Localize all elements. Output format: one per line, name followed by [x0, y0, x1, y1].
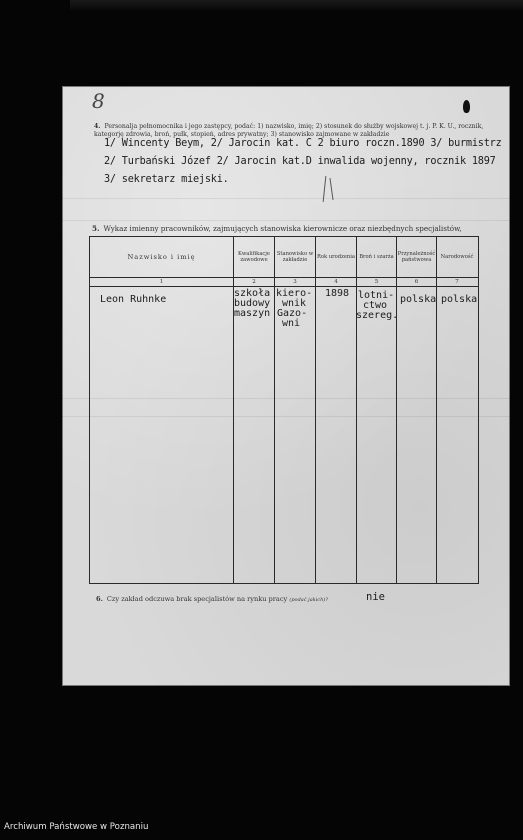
cell-position-line: wnik [282, 298, 307, 309]
table-rule [315, 237, 316, 583]
header-nationality: Narodowość [440, 253, 474, 260]
header-position: Stanowisko w zakładzie [276, 250, 314, 263]
section-6-answer: nie [366, 591, 385, 603]
column-number: 2 [252, 279, 256, 285]
pen-stroke [329, 178, 333, 200]
header-citizenship: Przynależność państwowa [397, 250, 436, 263]
cell-qualifications-line: budowy [234, 298, 271, 309]
faint-rule [62, 220, 510, 221]
cell-arm-rank-line: lotni- [358, 290, 395, 301]
header-birth-year: Rok urodzenia [317, 253, 355, 260]
section-6-question: 6. Czy zakład odczuwa brak specjalistów na rynku pracy (podać jakich)? [96, 595, 328, 603]
cell-citizenship: polska [400, 294, 437, 305]
cell-qualifications-line: maszyn [234, 308, 271, 319]
cell-birth-year: 1898 [325, 288, 350, 299]
document-page [62, 86, 510, 686]
cell-position-line: Gazo- [277, 308, 308, 319]
header-qualifications: Kwalifikacje zawodowe [237, 250, 270, 263]
column-number: 5 [374, 279, 379, 285]
cell-arm-rank-line: szereg. [356, 310, 399, 321]
cell-arm-rank-line: ctwo [363, 300, 388, 311]
column-number: 1 [159, 279, 164, 285]
scan-edge [70, 0, 523, 10]
column-number: 6 [414, 279, 419, 285]
cell-qualifications-line: szkoła [234, 288, 271, 299]
ink-mark [463, 100, 470, 113]
section-4-heading: 4. Personalja pełnomocnika i jego zastępcy, podać: 1) nazwisko, imię; 2) stosunek do służby wojskowej t. j. P. K. U., rocznik, kategorję zdrowia, broń, pułk, stopień, adres prywatny; 3) stanowisko zajmowane w zakładzie [94, 123, 484, 138]
archive-caption: Archiwum Państwowe w Poznaniu [4, 822, 149, 832]
column-number: 3 [293, 279, 297, 285]
section-4-line-3: 3/ sekretarz miejski. [104, 174, 229, 185]
header-name: Nazwisko i imię [127, 252, 196, 261]
table-rule [356, 237, 357, 583]
page-number: 8 [92, 89, 105, 113]
section-5-heading: 5. Wykaz imienny pracowników, zajmujących stanowiska kierownicze oraz niezbędnych specjalistów, [92, 224, 462, 233]
column-number: 4 [334, 279, 338, 285]
header-arm-rank: Broń i szarża [359, 253, 394, 260]
faint-rule [62, 198, 510, 199]
section-4-line-2: 2/ Turbański Józef 2/ Jarocin kat.D inwalida wojenny, rocznik 1897 [104, 156, 496, 167]
column-number: 7 [455, 279, 459, 285]
cell-position-line: wni [282, 318, 301, 329]
employee-table [89, 236, 479, 584]
table-rule [396, 237, 397, 583]
table-rule [90, 286, 478, 287]
section-4-line-1: 1/ Wincenty Beym, 2/ Jarocin kat. C 2 biuro roczn.1890 3/ burmistrz [104, 138, 502, 149]
cell-position-line: kiero- [276, 288, 313, 299]
table-rule [436, 237, 437, 583]
cell-nationality: polska [441, 294, 478, 305]
table-rule [274, 237, 275, 583]
cell-name: Leon Ruhnke [100, 294, 167, 305]
